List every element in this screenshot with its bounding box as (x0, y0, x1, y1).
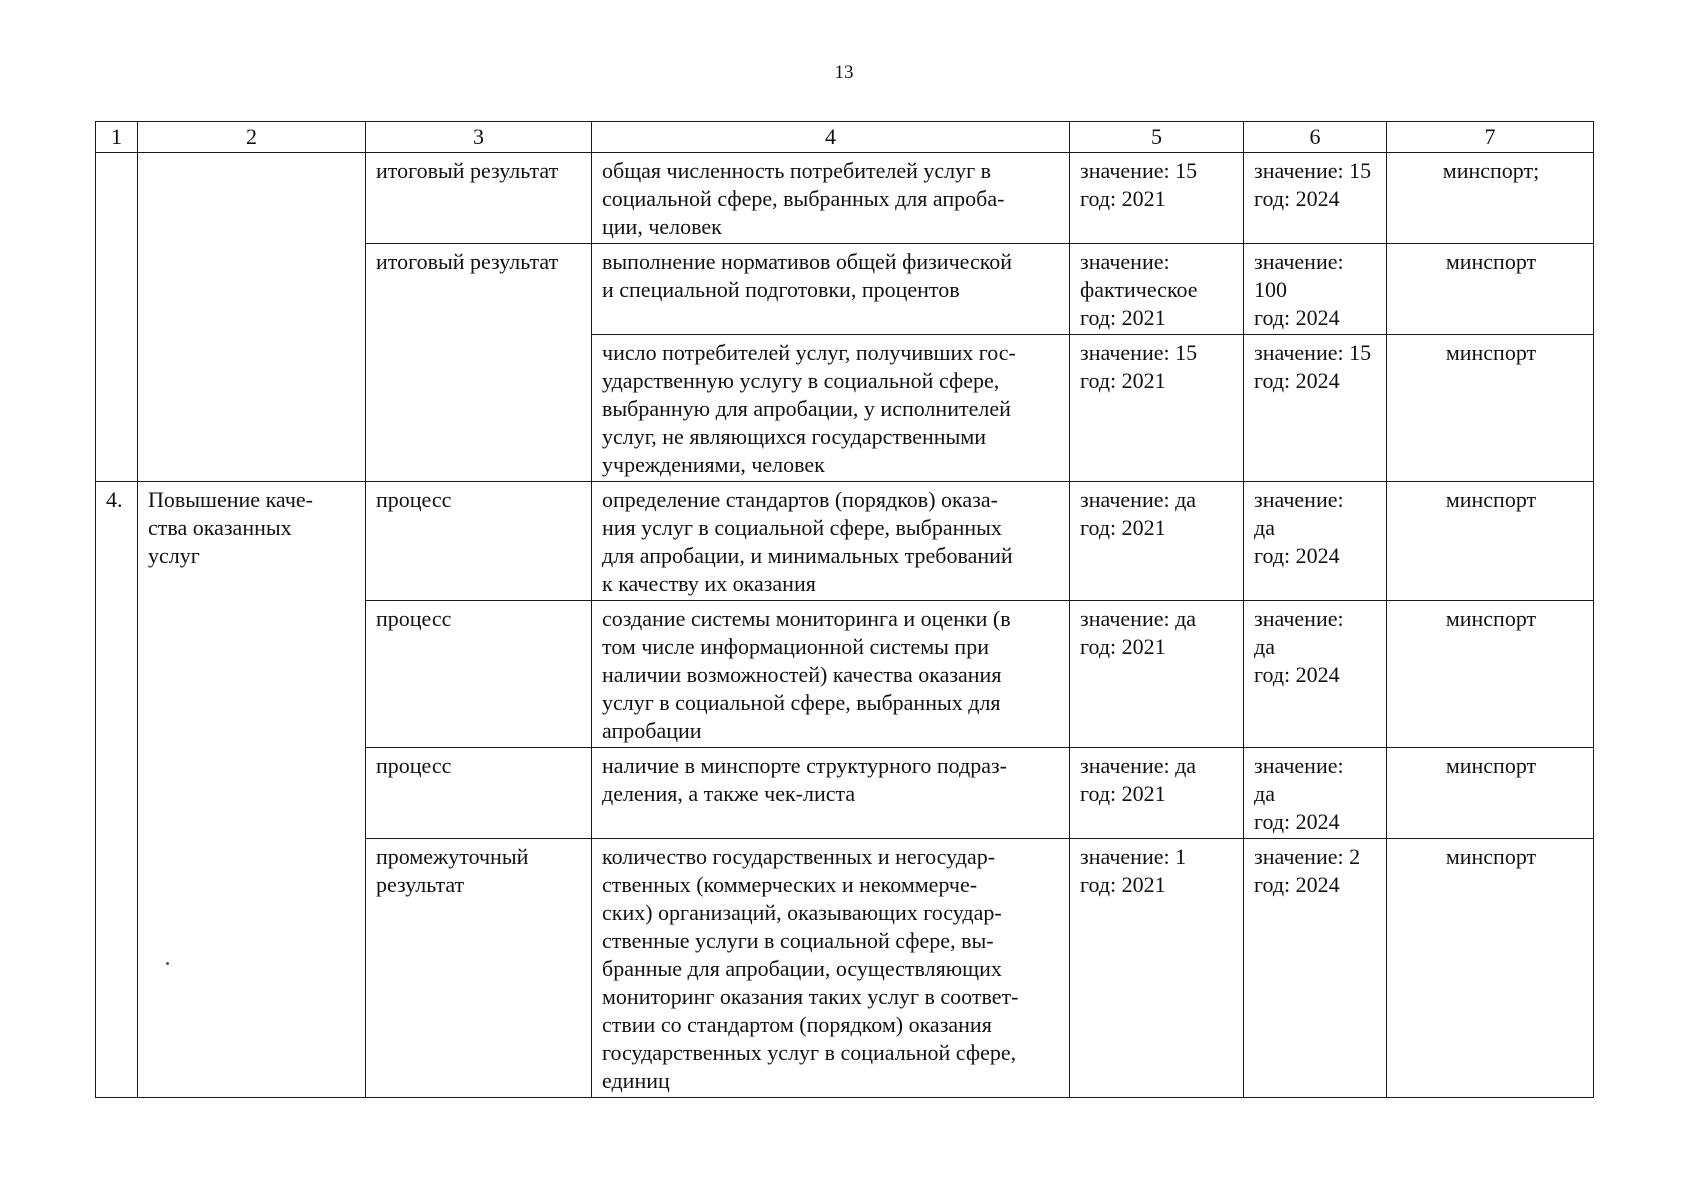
item-number-cell: 4. (96, 482, 138, 1098)
indicator-description-cell-line: наличии возможностей) качества оказания (602, 662, 1002, 687)
target-value-cell (1244, 482, 1387, 601)
base-value-cell-line: значение: да (1080, 753, 1197, 778)
target-value-cell (1244, 244, 1387, 335)
indicator-description-cell-line: ции, человек (602, 214, 722, 239)
task-cell (138, 153, 366, 482)
table-row (96, 153, 1594, 244)
task-cell-line: услуг (148, 543, 200, 568)
base-value-cell-line: год: 2021 (1080, 186, 1166, 211)
base-value-cell-line: год: 2021 (1080, 515, 1166, 540)
base-value-cell (1070, 244, 1244, 335)
result-type-cell (366, 601, 592, 748)
target-value-cell (1244, 839, 1387, 1098)
target-value-cell (1244, 335, 1387, 482)
responsible-cell: минспорт (1387, 335, 1594, 482)
indicator-description-cell-line: мониторинг оказания таких услуг в соответ- (602, 984, 1019, 1009)
base-value-cell-line: год: 2021 (1080, 305, 1166, 330)
target-value-cell-line: год: 2024 (1254, 543, 1340, 568)
indicator-description-cell-line: бранные для апробации, осуществляющих (602, 956, 1002, 981)
responsible-cell: минспорт (1387, 748, 1594, 839)
responsible-cell: минспорт (1387, 244, 1594, 335)
target-value-cell (1244, 601, 1387, 748)
target-value-cell-line: значение: 15 (1254, 340, 1372, 365)
page-number: 13 (834, 62, 854, 83)
header-row (96, 122, 1594, 153)
base-value-cell-line: год: 2021 (1080, 781, 1166, 806)
result-type-cell (366, 748, 592, 839)
column-header-6: 6 (1244, 122, 1387, 153)
result-type-cell-line: процесс (376, 753, 452, 778)
scan-dot (166, 962, 169, 965)
item-number-cell (96, 153, 138, 482)
base-value-cell-line: фактическое (1080, 277, 1198, 302)
indicator-description-cell-line: количество государственных и негосудар- (602, 844, 996, 869)
target-value-cell-line: год: 2024 (1254, 662, 1340, 687)
target-value-cell-line: значение: (1254, 249, 1344, 274)
base-value-cell-line: год: 2021 (1080, 368, 1166, 393)
indicator-description-cell (592, 748, 1070, 839)
indicator-description-cell-line: социальной сфере, выбранных для апроба- (602, 186, 1005, 211)
task-cell (138, 482, 366, 1098)
column-header-1: 1 (96, 122, 138, 153)
target-value-cell-line: значение: 15 (1254, 158, 1372, 183)
target-value-cell-line: год: 2024 (1254, 368, 1340, 393)
target-value-cell-line: год: 2024 (1254, 186, 1340, 211)
base-value-cell-line: год: 2021 (1080, 634, 1166, 659)
indicator-description-cell-line: ударственную услугу в социальной сфере, (602, 368, 1000, 393)
indicator-description-cell-line: ствии со стандартом (порядком) оказания (602, 1012, 992, 1037)
result-type-cell-line: процесс (376, 606, 452, 631)
column-header-4: 4 (592, 122, 1070, 153)
base-value-cell-line: значение: 15 (1080, 158, 1198, 183)
responsible-cell: минспорт (1387, 482, 1594, 601)
indicator-description-cell (592, 482, 1070, 601)
indicator-description-cell-line: ственных (коммерческих и некоммерче- (602, 872, 978, 897)
target-value-cell-line: год: 2024 (1254, 809, 1340, 834)
responsible-cell: минспорт; (1387, 153, 1594, 244)
base-value-cell (1070, 335, 1244, 482)
result-type-cell-line: промежуточный (376, 844, 529, 869)
indicator-description-cell-line: услуг, не являющихся государственными (602, 424, 987, 449)
indicator-description-cell-line: и специальной подготовки, процентов (602, 277, 960, 302)
target-value-cell-line: да (1254, 515, 1275, 540)
result-type-cell (366, 482, 592, 601)
target-value-cell (1244, 748, 1387, 839)
indicator-description-cell-line: ственные услуги в социальной сфере, вы- (602, 928, 994, 953)
target-value-cell (1244, 153, 1387, 244)
indicator-description-cell-line: том числе информационной системы при (602, 634, 989, 659)
base-value-cell (1070, 153, 1244, 244)
task-cell-line: ства оказанных (148, 515, 292, 540)
indicator-description-cell-line: общая численность потребителей услуг в (602, 158, 992, 183)
result-type-cell-line: результат (376, 872, 465, 897)
indicator-description-cell-line: учреждениями, человек (602, 452, 825, 477)
base-value-cell (1070, 839, 1244, 1098)
column-header-2: 2 (138, 122, 366, 153)
result-type-cell-line: итоговый результат (376, 158, 559, 183)
target-value-cell-line: значение: 2 (1254, 844, 1361, 869)
target-value-cell-line: значение: (1254, 753, 1344, 778)
indicator-description-cell-line: наличие в минспорте структурного подраз- (602, 753, 1008, 778)
indicator-description-cell (592, 335, 1070, 482)
result-type-cell-line: процесс (376, 487, 452, 512)
indicator-description-cell-line: деления, а также чек-листа (602, 781, 856, 806)
base-value-cell-line: год: 2021 (1080, 872, 1166, 897)
base-value-cell (1070, 601, 1244, 748)
indicator-description-cell-line: создание системы мониторинга и оценки (в (602, 606, 1011, 631)
target-value-cell-line: год: 2024 (1254, 305, 1340, 330)
table-row (96, 482, 1594, 601)
base-value-cell-line: значение: 1 (1080, 844, 1187, 869)
base-value-cell-line: значение: да (1080, 606, 1197, 631)
indicator-description-cell-line: для апробации, и минимальных требований (602, 543, 1013, 568)
base-value-cell (1070, 482, 1244, 601)
responsible-cell: минспорт (1387, 839, 1594, 1098)
result-type-cell-line: итоговый результат (376, 249, 559, 274)
indicator-description-cell-line: к качеству их оказания (602, 571, 816, 596)
indicator-description-cell (592, 601, 1070, 748)
base-value-cell-line: значение: да (1080, 487, 1197, 512)
indicator-description-cell-line: услуг в социальной сфере, выбранных для (602, 690, 1001, 715)
indicators-table (95, 121, 1594, 1098)
indicator-description-cell-line: апробации (602, 718, 702, 743)
target-value-cell-line: значение: (1254, 606, 1344, 631)
base-value-cell-line: значение: 15 (1080, 340, 1198, 365)
indicator-description-cell-line: определение стандартов (порядков) оказа- (602, 487, 998, 512)
indicator-description-cell-line: ских) организаций, оказывающих государ- (602, 900, 1002, 925)
result-type-cell (366, 244, 592, 482)
target-value-cell-line: значение: (1254, 487, 1344, 512)
target-value-cell-line: год: 2024 (1254, 872, 1340, 897)
target-value-cell-line: да (1254, 634, 1275, 659)
responsible-cell: минспорт (1387, 601, 1594, 748)
task-cell-line: Повышение каче- (148, 487, 313, 512)
target-value-cell-line: 100 (1254, 277, 1287, 302)
indicator-description-cell-line: ния услуг в социальной сфере, выбранных (602, 515, 1002, 540)
result-type-cell (366, 839, 592, 1098)
result-type-cell (366, 153, 592, 244)
column-header-3: 3 (366, 122, 592, 153)
target-value-cell-line: да (1254, 781, 1275, 806)
indicator-description-cell-line: государственных услуг в социальной сфере, (602, 1040, 1017, 1065)
column-header-7: 7 (1387, 122, 1594, 153)
indicator-description-cell (592, 153, 1070, 244)
base-value-cell-line: значение: (1080, 249, 1170, 274)
indicator-description-cell-line: число потребителей услуг, получивших гос- (602, 340, 1016, 365)
indicator-description-cell (592, 839, 1070, 1098)
base-value-cell (1070, 748, 1244, 839)
indicator-description-cell-line: выбранную для апробации, у исполнителей (602, 396, 1011, 421)
column-header-5: 5 (1070, 122, 1244, 153)
indicator-description-cell-line: выполнение нормативов общей физической (602, 249, 1013, 274)
indicator-description-cell (592, 244, 1070, 335)
indicator-description-cell-line: единиц (602, 1068, 670, 1093)
